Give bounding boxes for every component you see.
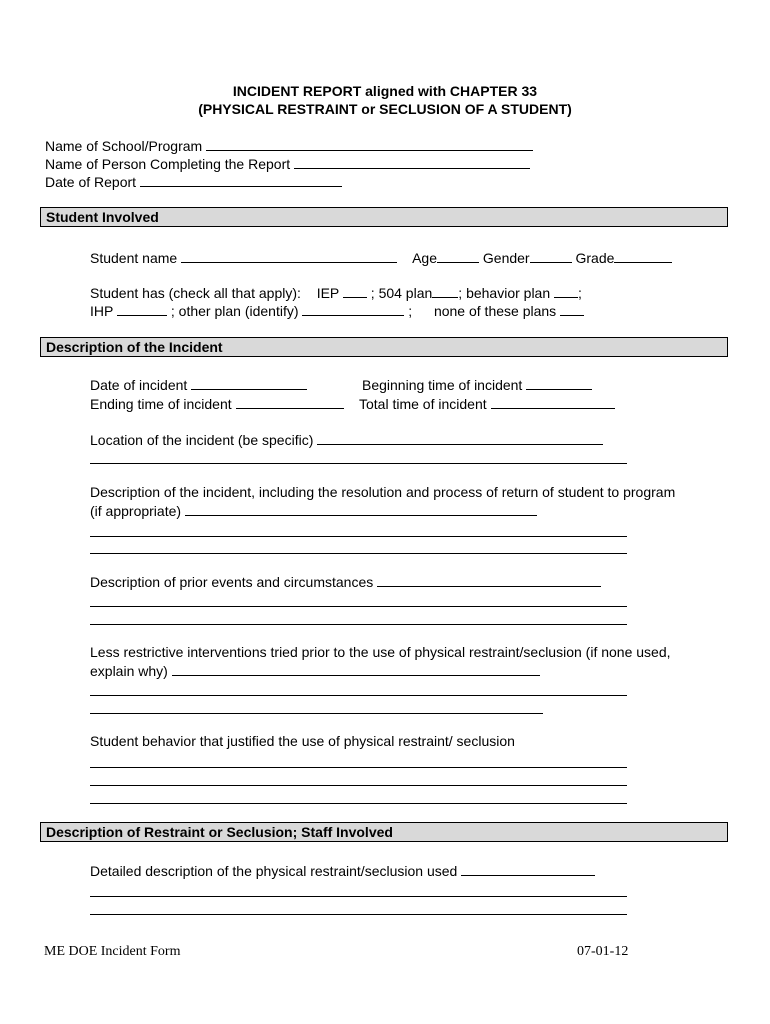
footer-form-name: ME DOE Incident Form [44,944,181,959]
section-student-involved: Student Involved [40,207,728,227]
504-plan-blank[interactable] [432,284,458,298]
report-date-label: Date of Report [45,174,137,190]
section-restraint-seclusion: Description of Restraint or Seclusion; Staff Involved [40,822,728,842]
gender-label: Gender [482,250,530,266]
school-name-label: Name of School/Program [45,138,203,154]
section-incident-description: Description of the Incident [40,337,728,357]
ihp-label: IHP [90,303,114,319]
none-plans-blank[interactable] [560,302,584,316]
incident-date-field [90,376,307,394]
less-restrictive-field [90,662,540,680]
person-completing-label: Name of Person Completing the Report [45,156,291,172]
restraint-detail-line[interactable] [90,914,627,915]
begin-time-label: Beginning time of incident [362,377,523,393]
location-line[interactable] [90,463,627,464]
school-name-blank[interactable] [206,137,533,151]
less-restrictive-line[interactable] [90,713,543,714]
form-title-line2: (PHYSICAL RESTRAINT or SECLUSION OF A STUDENT) [198,101,572,117]
report-date-blank[interactable] [140,173,342,187]
504-plan-label: 504 plan [378,285,433,301]
other-plan-label: other plan (identify) [178,303,299,319]
less-restrictive-label: Less restrictive interventions tried prior to the use of physical restraint/seclusion (if none used, [90,644,671,660]
restraint-detail-blank[interactable] [461,862,595,876]
end-time-blank[interactable] [236,395,344,409]
iep-label: IEP [316,285,339,301]
form-title-line1: INCIDENT REPORT aligned with CHAPTER 33 [232,83,538,99]
less-restrictive-label-cont: explain why) [90,663,168,679]
none-plans-label: none of these plans [433,303,557,319]
total-time-blank[interactable] [491,395,615,409]
location-label: Location of the incident (be specific) [90,432,314,448]
behavior-plan-blank[interactable] [554,284,578,298]
student-plans-row2: IHP ; other plan (identify) ; none of these plans [90,302,584,320]
student-has-label: Student has (check all that apply): [90,285,301,301]
school-name-field [45,137,533,155]
less-restrictive-line[interactable] [90,695,627,696]
ihp-blank[interactable] [117,302,167,316]
age-label: Age [412,250,437,266]
incident-description-line[interactable] [90,553,627,554]
justifying-behavior-line[interactable] [90,803,627,804]
prior-events-line[interactable] [90,606,627,607]
footer-date-code: 07-01-12 [577,944,629,959]
prior-events-blank[interactable] [377,573,601,587]
justifying-behavior-label: Student behavior that justified the use of physical restraint/ seclusion [90,733,515,749]
prior-events-label: Description of prior events and circumstances [90,574,374,590]
report-date-field [45,173,342,191]
justifying-behavior-line[interactable] [90,767,627,768]
iep-blank[interactable] [343,284,367,298]
incident-description-blank[interactable] [185,502,537,516]
restraint-detail-field [90,862,595,880]
prior-events-field [90,573,601,591]
restraint-detail-line[interactable] [90,896,627,897]
location-blank[interactable] [317,431,603,445]
behavior-plan-label: behavior plan [466,285,551,301]
end-time-field [90,395,344,413]
justifying-behavior-line[interactable] [90,785,627,786]
location-field [90,431,603,449]
grade-blank[interactable] [614,249,672,263]
gender-blank[interactable] [530,249,572,263]
person-completing-blank[interactable] [294,155,530,169]
less-restrictive-blank[interactable] [172,662,540,676]
grade-label: Grade [575,250,615,266]
incident-description-label-cont: (if appropriate) [90,503,182,519]
end-time-label: Ending time of incident [90,396,232,412]
student-name-label: Student name [90,250,178,266]
student-plans-row1: Student has (check all that apply): IEP ; 504 plan ; behavior plan ; [90,285,582,301]
begin-time-blank[interactable] [526,376,592,390]
incident-date-label: Date of incident [90,377,188,393]
total-time-label: Total time of incident [359,396,487,412]
incident-description-line[interactable] [90,536,627,537]
begin-time-field [362,376,592,394]
incident-date-blank[interactable] [191,376,307,390]
other-plan-blank[interactable] [302,302,404,316]
incident-description-label: Description of the incident, including the resolution and process of return of student to program [90,484,676,500]
age-blank[interactable] [437,249,479,263]
restraint-detail-label: Detailed description of the physical restraint/seclusion used [90,863,458,879]
student-name-blank[interactable] [181,249,397,263]
person-completing-field [45,155,530,173]
total-time-field [359,395,615,413]
prior-events-line[interactable] [90,624,627,625]
incident-description-field [90,502,537,520]
student-name-row [90,249,672,267]
